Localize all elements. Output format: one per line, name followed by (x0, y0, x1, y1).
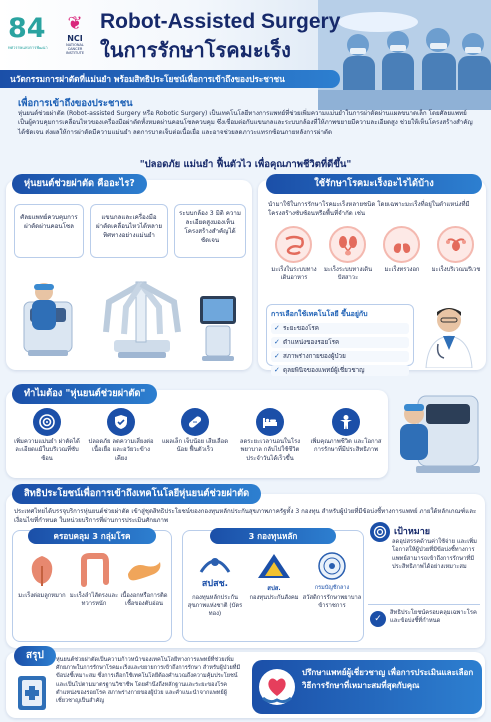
tech-factor-item: ✓ ตำแหน่งของรอยโรค (271, 337, 409, 348)
consult-callout (252, 660, 482, 714)
disease-group-item (66, 552, 122, 608)
uterus-icon (437, 226, 474, 263)
summary-text: หุ่นยนต์ช่วยผ่าตัดเป็นความก้าวหน้าของเทคโนโลยีทางการแพทย์ที่ช่วยเพิ่มศักยภาพในการรักษาโรคมะเร็งและขยายการเข้าถึงการรักษา สำหรับผู้ป่วยที่มีข้อบ่งชี้เหมาะสม ซึ่งการเลือกใช้เทคโนโลยีต้องคำนวณถึงความคุ้มประโยชน์และเป็นไปตามมาตรฐานวิชาชีพ โดยคำนึงถึงหลักฐานและระยะของโรค ตำแหน่งของรอยโรค สภาพร่างกายของผู้ป่วย และคำแนะนำจากแพทย์ผู้เชี่ยวชาญเป็นสำคัญ (56, 657, 241, 705)
target-icon (33, 408, 61, 436)
person-icon (332, 408, 360, 436)
benefits-list (12, 408, 382, 474)
rights-description: ประเทศไทยได้บรรจุบริการหุ่นยนต์ช่วยผ่าตัด เข้าสู่ชุดสิทธิประโยชน์ของกองทุนหลักประกันสุขภาพภาครัฐทั้ง 3 กองทุน สำหรับผู้ป่วยที่มีข้อบ่งชี้ทางการแพทย์ ภายใต้หลักเกณฑ์และเงื่อนไขที่กำหนด ในหน่วยบริการที่ผ่านการประเมินศักยภาพ (14, 508, 477, 524)
cancer-types-description: นำมาใช้ในการรักษาโรคมะเร็งหลายชนิด โดยเฉพาะมะเร็งที่อยู่ในตำแหน่งที่มีโครงสร้างซับซ้อนหรือพื้นที่จำกัด เช่น (268, 201, 470, 217)
what-box-camera: ระบบกล้อง 3 มิติ ความละเอียดสูงมองเห็นโครงสร้างสำคัญได้ชัดเจน (174, 204, 246, 258)
goal-title: เป้าหมาย (394, 527, 431, 537)
what-is-title: หุ่นยนต์ช่วยผ่าตัด คืออะไร? (12, 174, 147, 194)
organ-item (268, 226, 320, 282)
fund-item (246, 552, 302, 602)
nci-logo (60, 14, 90, 58)
fund-logo-text: สปส. (267, 585, 281, 592)
subtitle-banner: นวัตกรรมการผ่าตัดที่แม่นยำ พร้อมสิทธิประโยชน์เพื่อการเข้าถึงของประชาชน (0, 70, 340, 88)
summary-title: สรุป (14, 646, 56, 666)
cgd-logo-icon (312, 552, 352, 590)
kidney-icon (329, 226, 366, 263)
doctor-illustration (416, 300, 482, 368)
goal-panel (368, 518, 482, 642)
organ-label: มะเร็งในระบบทางเดินอาหาร (271, 267, 317, 281)
medical-folder-icon (12, 670, 52, 714)
intestine-icon (275, 226, 312, 263)
benefit-item (12, 408, 82, 463)
organ-item (376, 226, 428, 274)
benefit-label: ลดระยะเวลานอนในโรงพยาบาล กลับไปใช้ชีวิตประจำวันได้เร็วขึ้น (239, 439, 301, 462)
nci-name-line1: NATIONAL (66, 43, 84, 47)
colon-icon (76, 552, 112, 588)
benefit-label: เพิ่มคุณภาพชีวิต และโอกาสการรักษาที่มีประสิทธิภาพ (310, 439, 382, 454)
organ-list (262, 226, 482, 298)
fund-item (302, 552, 362, 610)
fund-item (186, 552, 244, 618)
benefit-label: เพิ่มความแม่นยำ ผ่าตัดได้ละเอียดแม้ในบริเวณที่ซับซ้อน (14, 439, 80, 462)
rights-title: สิทธิประโยชน์เพื่อการเข้าถึงเทคโนโลยีหุ่นยนต์ช่วยผ่าตัด (12, 484, 261, 504)
goal-note-text: สิทธิประโยชน์ครอบคลุมเฉพาะโรคและข้อบ่งชี้ที่กำหนด (390, 610, 477, 625)
logo-caption: ทศวรรษแห่งการพัฒนา (8, 45, 48, 50)
benefit-item (160, 408, 230, 455)
funds-tab: 3 กองทุนหลัก (210, 528, 336, 544)
organ-label: มะเร็งระบบทางเดินปัสสาวะ (323, 267, 373, 281)
lungs-icon (383, 226, 420, 263)
intro-heading: เพื่อการเข้าถึงของประชาชน (18, 98, 133, 109)
goal-note (368, 604, 480, 634)
benefit-label: แผลเล็ก เจ็บน้อย เสียเลือดน้อย ฟื้นตัวเร็ว (161, 439, 229, 454)
benefit-item (310, 408, 382, 455)
organ-label: มะเร็งทรวงอก (384, 267, 420, 273)
cancer-types-title: ใช้รักษาโรคมะเร็งอะไรได้บ้าง (266, 174, 482, 194)
organ-label: มะเร็งบริเวณนรีเวช (431, 267, 481, 273)
tech-factors-box (266, 304, 414, 374)
what-box-arms: แขนกลและเครื่องมือผ่าตัดเคลื่อนไหวได้หลายทิศทางอย่างแม่นยำ (90, 204, 168, 258)
tech-factor-item: ✓ สภาพร่างกายของผู้ป่วย (271, 351, 409, 362)
what-box-console: ศัลยแพทย์ควบคุมการผ่าตัดผ่านคอนโซล (14, 204, 84, 258)
nci-name-line2: CANCER (67, 47, 83, 51)
heart-hands-icon (258, 666, 296, 708)
page-title-th: ในการรักษาโรคมะเร็ง (100, 40, 291, 62)
fund-logo-text: สปสช. (201, 579, 229, 589)
tech-factor-item: ✓ ระยะของโรค (271, 323, 409, 334)
tech-factor-item: ✓ ดุลยพินิจของแพทย์ผู้เชี่ยวชาญ (271, 365, 409, 376)
disease-group-item (16, 552, 68, 600)
disease-groups-tab: ครอบคลุม 3 กลุ่มโรค (28, 528, 156, 544)
benefit-item (234, 408, 306, 463)
organ-item (430, 226, 482, 274)
hero-surgery-photo (318, 0, 491, 110)
fund-label: กองทุนประกันสังคม (249, 595, 299, 601)
bed-icon (256, 408, 284, 436)
benefit-item (86, 408, 156, 463)
nci-ribbon-icon: ❦ (67, 13, 83, 34)
intro-paragraph: หุ่นยนต์ช่วยผ่าตัด (Robot-assisted Surgery หรือ Robotic Surgery) เป็นเทคโนโลยีทางการแพทย์ที่ช่วยเพิ่มความแม่นยำในการผ่าตัดผ่านแผลขนาดเล็ก โดยศัลยแพทย์เป็นผู้ควบคุมการเคลื่อนไหวของเครื่องมือผ่าตัดทั้งหมดผ่านคอนโซลควบคุม ซึ่งเชื่อมต่อกับแขนกลและระบบกล้องที่ให้ภาพขยายมีความละเอียดสูง ช่วยให้เห็นโครงสร้างสำคัญ ได้ชัดเจน ส่งผลให้การผ่าตัดมีความแม่นยำ ลดการบาดเจ็บต่อเนื้อเยื่อ และอาจช่วยลดภาวะแทรกซ้อนภายหลังการผ่าตัด (18, 110, 473, 136)
sso-logo-icon (254, 552, 294, 590)
robot-system-illustration (14, 262, 250, 366)
anniversary-logo (8, 14, 52, 58)
prostate-icon (24, 552, 60, 588)
fund-label: สวัสดิการรักษาพยาบาลข้าราชการ (302, 595, 362, 609)
pancreas-icon (124, 552, 164, 588)
fund-logo-text: กรมบัญชีกลาง (314, 585, 350, 591)
disease-group-label: มะเร็งต่อมลูกหมาก (18, 593, 66, 599)
nci-name-line3: INSTITUTE (65, 51, 85, 55)
fund-label: กองทุนหลักประกันสุขภาพแห่งชาติ (บัตรทอง) (187, 595, 243, 617)
why-title: ทำไมต้อง "หุ่นยนต์ช่วยผ่าตัด" (12, 384, 157, 404)
slogan-quote: "ปลอดภัย แม่นยำ ฟื้นตัวไว เพื่อคุณภาพชีวิตที่ดีขึ้น" (139, 159, 352, 170)
benefit-label: ปลอดภัย ลดความเสี่ยงต่อเนื้อเยื่อ และอวัยวะข้างเคียง (88, 439, 154, 462)
nhso-logo-icon (195, 552, 235, 590)
check-icon: ✓ (370, 611, 386, 627)
nci-abbrev: NCI (67, 34, 83, 43)
tech-factors-title: การเลือกใช้เทคโนโลยี ขึ้นอยู่กับ (271, 310, 368, 318)
shield-icon (107, 408, 135, 436)
consult-callout-text: ปรึกษาแพทย์ผู้เชี่ยวชาญ เพื่อการประเมินและเลือกวิธีการรักษาที่เหมาะสมที่สุดกับคุณ (302, 668, 474, 690)
disease-group-item (118, 552, 170, 608)
bandage-icon (181, 408, 209, 436)
organ-item (322, 226, 374, 282)
goal-text: ลดอุปสรรคด้านค่าใช้จ่าย และเพิ่มโอกาสให้ผู้ป่วยที่มีข้อบ่งชี้ทางการแพทย์สามารถเข้าถึงการรักษาที่มีประสิทธิภาพได้อย่างเหมาะสม (392, 539, 477, 570)
goal-target-icon (370, 522, 390, 542)
logo-number: 84 (8, 13, 46, 44)
disease-group-label: เนื้องอกหรือการติดเชื้อของตับอ่อน (120, 593, 168, 607)
disease-group-label: มะเร็งลำไส้ตรงและทวารหนัก (69, 593, 119, 607)
page-title-en: Robot-Assisted Surgery (100, 10, 341, 33)
surgeon-console-illustration (390, 376, 490, 480)
